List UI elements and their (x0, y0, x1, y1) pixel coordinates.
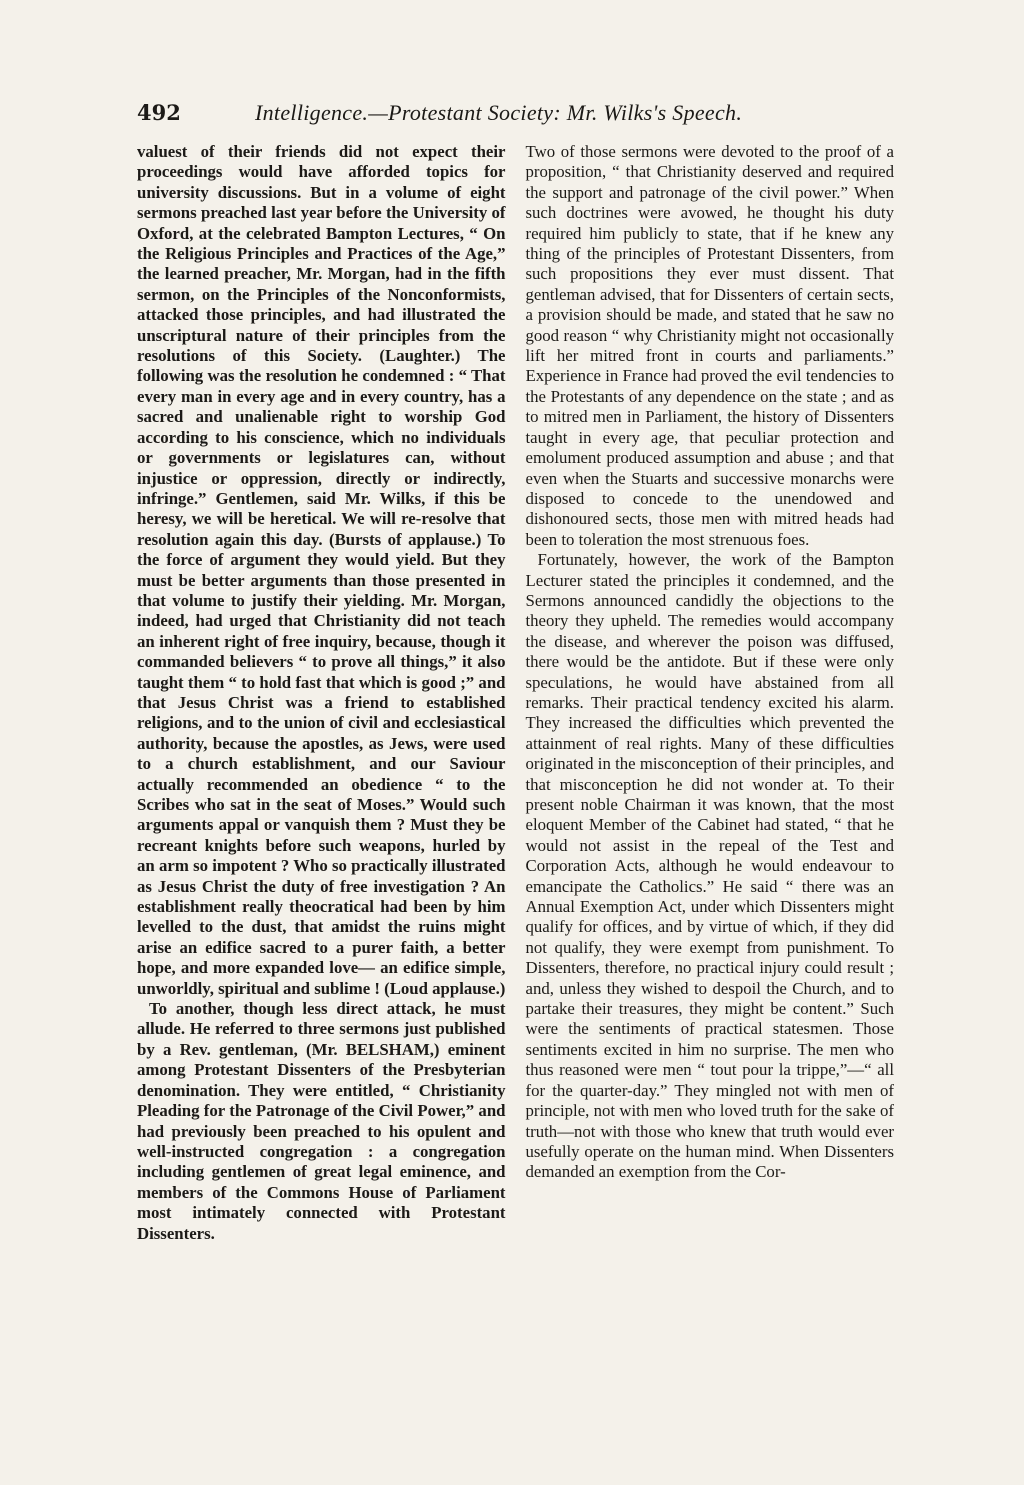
left-column (137, 142, 506, 1244)
paragraph: Fortunately, however, the work of the Bampton Lecturer stated the principles it condemned, and the Sermons announced candidly the objections to the theory they upheld. The remedies would accompany the disease, and wherever the poison was diffused, there would be the antidote. But if these were only speculations, he would have abstained from all remarks. Their practical tendency excited his alarm. They increased the difficulties which prevented the attainment of real rights. Many of these difficulties originated in the misconception of their principles, and that misconception he did not wonder at. To their present noble Chairman it was known, that the most eloquent Member of the Cabinet had stated, “ that he would not assist in the repeal of the Test and Corporation Acts, although he would endeavour to emancipate the Catholics.” He said “ there was an Annual Exemption Act, under which Dissenters might qualify for offices, and by virtue of which, if they did not qualify, they were exempt from punishment. To Dissenters, therefore, no practical injury could result ; and, unless they wished to despoil the Church, and to partake their treasures, they might be content.” Such were the sentiments of practical statesmen. Those sentiments excited in him no surprise. The men who thus reasoned were men “ tout pour la trippe,”—“ all for the quarter-day.” They mingled not with men of principle, not with men who loved truth for the sake of truth—not with those who knew that truth would ever usefully operate on the human mind. When Dissenters demanded an exemption from the Cor- (525, 550, 894, 1182)
text-columns (137, 142, 894, 1244)
paragraph: Two of those sermons were devoted to the proof of a proposition, “ that Christianity deserved and required the support and patronage of the civil power.” When such doctrines were avowed, he thought his duty required him publicly to state, that if he knew any thing of the principles of Protestant Dissenters, from such propositions they ever must dissent. That gentleman advised, that for Dissenters of certain sects, a provision should be made, and stated that he saw no good reason “ why Christianity might not occasionally lift her mitred front in courts and parliaments.” Experience in France had proved the evil tendencies to the Protestants of any dependence on the state ; and as to mitred men in Parliament, the history of Dissenters taught in every age, that peculiar protection and emolument produced assumption and abuse ; and that even when the Stuarts and successive monarchs were disposed to concede to the unendowed and dishonoured sects, those men with mitred heads had been to toleration the most strenuous foes. (525, 142, 894, 549)
page-number: 492 (137, 100, 181, 125)
page-header (137, 100, 894, 140)
paragraph: To another, though less direct attack, he must allude. He referred to three sermons just published by a Rev. gentleman, (Mr. BELSHAM,) eminent among Protestant Dissenters of the Presbyterian denomination. They were entitled, “ Christianity Pleading for the Patronage of the Civil Power,” and had previously been preached to his opulent and well-instructed congregation : a congregation including gentlemen of great legal eminence, and members of the Commons House of Parliament most intimately connected with Protestant Dissenters. (137, 999, 506, 1243)
right-column (526, 142, 895, 1244)
running-head: Intelligence.—Protestant Society: Mr. Wilks's Speech. (255, 100, 743, 125)
paragraph: valuest of their friends did not expect their proceedings would have afforded topics for university discussions. But in a volume of eight sermons preached last year before the University of Oxford, at the celebrated Bampton Lectures, “ On the Religious Principles and Practices of the Age,” the learned preacher, Mr. Morgan, had in the fifth sermon, on the Principles of the Nonconformists, attacked those principles, and had illustrated the unscriptural nature of their principles from the resolutions of this Society. (Laughter.) The following was the resolution he condemned : “ That every man in every age and in every country, has a sacred and unalienable right to worship God according to his conscience, which no individuals or governments or legislatures can, without injustice or oppression, directly or indirectly, infringe.” Gentlemen, said Mr. Wilks, if this be heresy, we will be heretical. We will re-resolve that resolution again this day. (Bursts of applause.) To the force of argument they would yield. But they must be better arguments than those presented in that volume to justify their yielding. Mr. Morgan, indeed, had urged that Christianity did not teach an inherent right of free inquiry, because, though it commanded believers “ to prove all things,” it also taught them “ to hold fast that which is good ;” and that Jesus Christ was a friend to established religions, and to the union of civil and ecclesiastical authority, because the apostles, as Jews, were used to a church establishment, and our Saviour actually recommended an obedience “ to the Scribes who sat in the seat of Moses.” Would such arguments appal or vanquish them ? Must they be recreant knights before such weapons, hurled by an arm so impotent ? Who so practically illustrated as Jesus Christ the duty of free investigation ? An establishment really theocratical had been by him levelled to the dust, that amidst the ruins might arise an edifice sacred to a purer faith, a better hope, and more expanded love— an edifice simple, unworldly, spiritual and sublime ! (Loud applause.) (137, 142, 506, 998)
